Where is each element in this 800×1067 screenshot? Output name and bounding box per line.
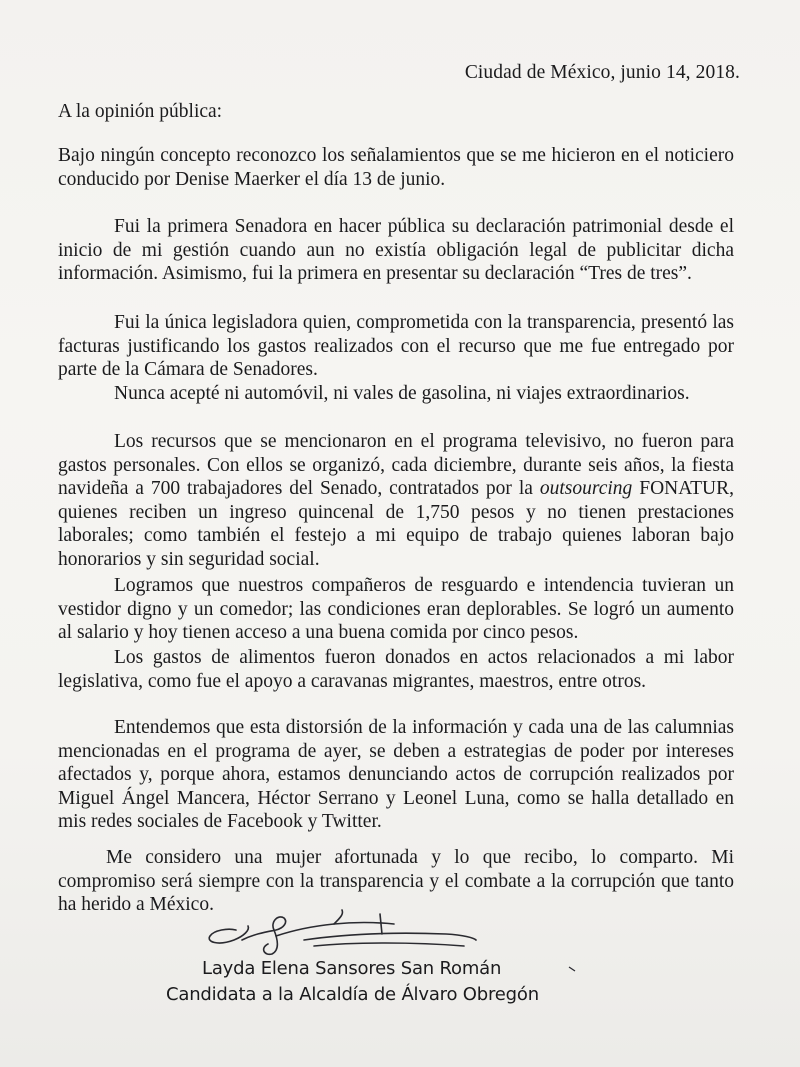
- paragraph-7: Los gastos de alimentos fueron donados en actos relacionados a mi labor legislativa, como fue el apoyo a caravanas migrantes, maestros, entre otros.: [58, 647, 734, 692]
- paragraph-2: Fui la primera Senadora en hacer pública su declaración patrimonial desde el inicio de mi gestión cuando aun no existía obligación legal de publicitar dicha información. Asimismo, fui la primera en presentar su declaración “Tres de tres”.: [58, 216, 734, 284]
- paragraph-6: Logramos que nuestros compañeros de resguardo e intendencia tuvieran un vestidor digno y un comedor; las condiciones eran deplorables. Se logró un aumento al salario y hoy tienen acceso a una buena comida por cinco pesos.: [58, 575, 734, 643]
- paragraph-5-italic: outsourcing: [539, 478, 633, 499]
- paragraph-1: Bajo ningún concepto reconozco los señalamientos que se me hicieron en el noticiero conducido por Denise Maerker el día 13 de junio.: [58, 145, 734, 190]
- paragraph-9: Me considero una mujer afortunada y lo que recibo, lo comparto. Mi compromiso será siempre con la transparencia y el combate a la corrupción que tanto ha herido a México.: [58, 847, 734, 915]
- paragraph-5: [58, 430, 734, 571]
- pen-mark: [568, 966, 576, 972]
- paragraph-8: Entendemos que esta distorsión de la información y cada una de las calumnias mencionadas en el programa de ayer, se deben a estrategias de poder por intereses afectados y, porque ahora, estamos denunciando actos de corrupción realizados por Miguel Ángel Mancera, Héctor Serrano y Leonel Luna, como se halla detallado en mis redes sociales de Facebook y Twitter.: [58, 717, 734, 832]
- signer-title: Candidata a la Alcaldía de Álvaro Obregón: [166, 984, 539, 1005]
- signer-name: Layda Elena Sansores San Román: [202, 958, 502, 979]
- signature-block: [164, 900, 564, 1010]
- letter-date: Ciudad de México, junio 14, 2018.: [464, 62, 740, 83]
- letter-salutation: A la opinión pública:: [58, 101, 223, 122]
- handwritten-signature: [184, 900, 484, 960]
- paragraph-4: Nunca acepté ni automóvil, ni vales de gasolina, ni viajes extraordinarios.: [114, 383, 690, 404]
- paragraph-5-part-b: FONATUR, quienes reciben un ingreso quincenal de 1,750 pesos y no tienen prestaciones laborales; como también el festejo a mi equipo de trabajo quienes laboran bajo honorarios y sin seguridad social.: [58, 478, 735, 570]
- paragraph-3: Fui la única legisladora quien, comprometida con la transparencia, presentó las facturas justificando los gastos realizados con el recurso que me fue entregado por parte de la Cámara de Senadores.: [58, 312, 734, 380]
- paragraph-5-part-a: Los recursos que se mencionaron en el programa televisivo, no fueron para gastos personales. Con ellos se organizó, cada diciembre, durante seis años, la fiesta navideña a 700 trabajadores del Senado, contratados por la: [58, 431, 734, 499]
